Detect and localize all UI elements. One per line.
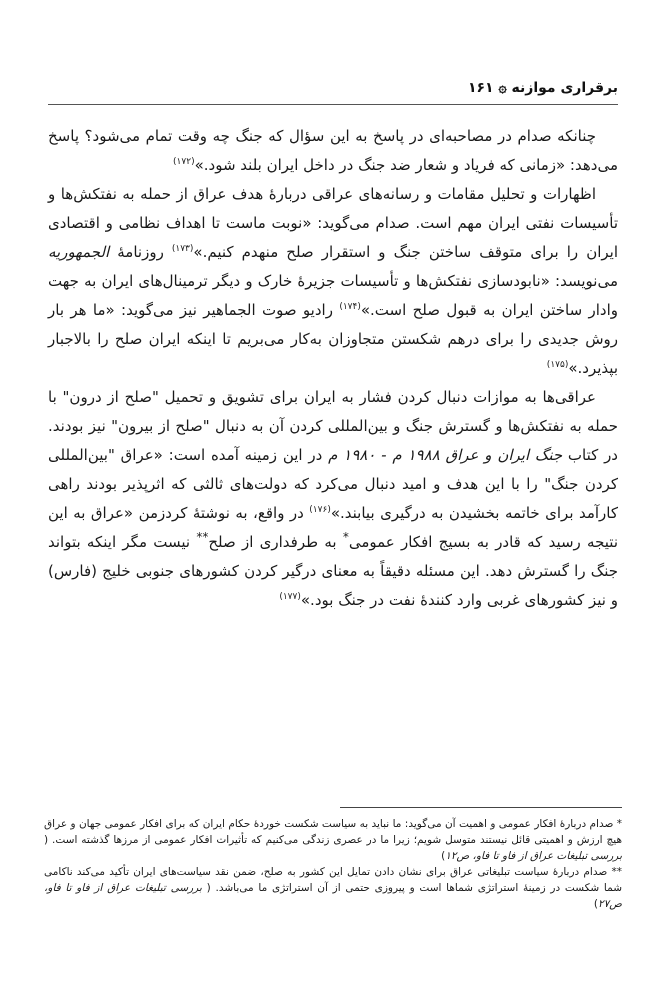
- italic-title: جنگ ایران و عراق ۱۹۸۸ م - ۱۹۸۰ م: [328, 446, 563, 464]
- footnote: [44, 864, 622, 912]
- text-run: می‌نویسد: «نابودسازی نفتکش‌ها و تأسیسات جزیرهٔ خارک و دیگر ترمینال‌های ایران به جهت وادار ساختن ایران به قبول صلح است.»: [48, 272, 619, 319]
- text-run: رادیو صوت الجماهیر نیز می‌گوید: «ما هر بار روش جدیدی را برای درهم شکستن متجاوزان به‌کار می‌بریم تا اینکه ایران صلح را بالاجبار بپذیرد.»: [48, 301, 618, 377]
- running-header: [48, 80, 618, 104]
- footnotes: [44, 816, 622, 912]
- paragraph: [48, 180, 618, 383]
- text-run: ): [593, 898, 599, 910]
- text-run: چنانکه صدام در مصاحبه‌ای در پاسخ به این سؤال که جنگ چه وقت تمام می‌شود؟ پاسخ می‌دهد: «زمانی که فریاد و شعار ضد جنگ در داخل ایران بلند شود.»: [48, 127, 618, 174]
- text-run: ** صدام دربارهٔ سیاست تبلیغاتی عراق برای نشان دادن تمایل این کشور به صلح، ضمن نقد سیاست‌های ایران تأکید می‌کند ناکامی شما شکست در زمینهٔ استراتژی شماها است و پیروزی حتمی از آن استراتژی ما می‌باشد. (: [44, 866, 623, 894]
- running-title: برقراری موازنه ۞ ۱۶۱: [467, 80, 618, 96]
- text-run: * صدام دربارهٔ افکار عمومی و اهمیت آن می‌گوید: ما نباید به سیاست شکست خوردهٔ حکام ایران که برای افکار عمومی جهان و عراق هیچ ارزش و اهمیتی قائل نیستند متوسل شویم؛ زیرا ما در عصری زندگی می‌کنیم که تأثیرات افکار عمومی از مرزها گذشته است. (: [44, 818, 622, 846]
- footnote-reference: (۱۷۲): [173, 157, 195, 167]
- footnote-marker: *: [342, 530, 349, 544]
- paragraph: [48, 383, 618, 615]
- footnote-reference: (۱۷۷): [279, 592, 301, 602]
- footnote-reference: (۱۷۵): [546, 360, 569, 370]
- italic-title: بررسی تبلیغات عراق از فاو تا فاو، ص۱۲: [445, 850, 622, 862]
- header-rule: [48, 104, 618, 105]
- text-run: عراقی‌ها به موازات دنبال کردن فشار به ایران برای تشویق و تحمیل "صلح از درون" با حمله به نفتکش‌ها و گسترش جنگ و بین‌المللی کردن آن به دنبال "صلح از بیرون" نیز بودند. در کتاب: [48, 388, 618, 464]
- paragraph: [48, 122, 618, 180]
- text-run: اظهارات و تحلیل مقامات و رسانه‌های عراقی دربارهٔ هدف عراق از حمله به نفتکش‌ها و تأسیسات نفتی ایران مهم است. صدام می‌گوید: «نوبت ماست تا اهداف نظامی و اقتصادی ایران را برای متوقف ساختن جنگ و استقرار صلح منهدم کنیم.»: [48, 185, 618, 261]
- text-run: به طرفداری از صلح: [208, 533, 343, 551]
- footnote-reference: (۱۷۳): [171, 244, 194, 254]
- text-run: ): [441, 850, 446, 862]
- italic-title: بررسی تبلیغات عراق از فاو تا فاو، ص۲۷: [44, 882, 622, 910]
- footnote-marker: **: [196, 530, 209, 544]
- footnote-rule: [340, 807, 622, 808]
- text-run: در واقع، به نوشتهٔ کردزمن «عراق به این نتیجه رسید که قادر به بسیج افکار عمومی: [48, 504, 618, 551]
- footnote: [44, 816, 622, 864]
- footnote-reference: (۱۷۶): [309, 505, 331, 515]
- text-run: نیست مگر اینکه بتواند جنگ را گسترش دهد. این مسئله دقیقاً به معنای درگیر کردن کشورهای جنوبی خلیج (فارس) و نیز کشورهای غربی وارد کنندهٔ نفت در جنگ بود.»: [48, 533, 618, 609]
- text-run: روزنامهٔ: [109, 243, 172, 261]
- main-text: [48, 122, 618, 615]
- footnote-reference: (۱۷۴): [339, 302, 361, 312]
- text-run: در این زمینه آمده است: «عراق "بین‌المللی کردن جنگ" را با این هدف و امید دنبال می‌کرد که دولت‌های ثالثی که اثرپذیر بودند راهی کارآمد برای خاتمه بخشیدن به درگیری بیابند.»: [48, 446, 618, 522]
- italic-title: الجمهوریه: [48, 243, 110, 261]
